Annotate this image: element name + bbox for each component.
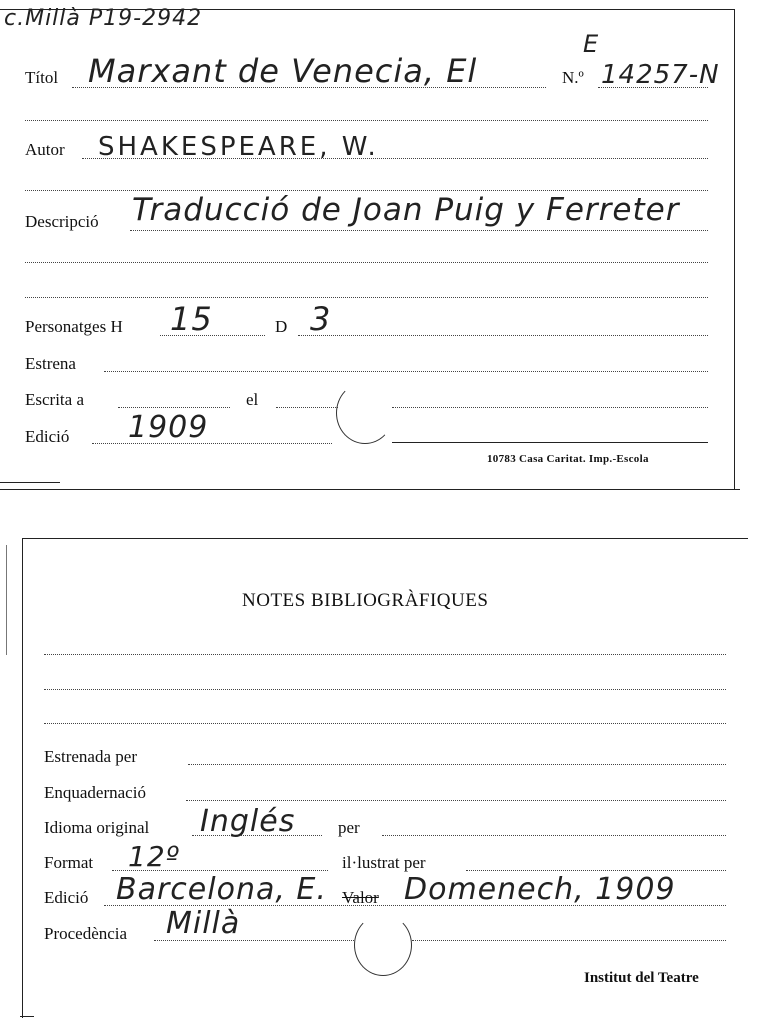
characters-d-dots [298,335,708,336]
by-dots [382,835,726,836]
card-bottom-foot-mark [20,1016,34,1017]
author-second-line [25,190,708,191]
description-value: Traducció de Joan Puig y Ferreter [132,192,680,228]
characters-d-label: D [275,317,288,336]
written-date-dots-a [276,407,338,408]
provenance-dots-b [412,940,726,941]
archive-note: c.Millà P19-2942 [4,6,203,31]
description-label: Descripció [25,212,99,231]
written-date-dots-b [392,407,708,408]
format-label: Format [44,853,94,872]
institution-name: Institut del Teatre [584,970,699,986]
binding-dots [186,800,726,801]
written-label: Escrita a [25,390,84,409]
characters-d-value: 3 [310,300,332,338]
notes-line-1 [44,654,726,655]
punch-hole-top [336,382,394,444]
author-label: Autor [25,140,65,159]
card-top-border-right [734,9,735,489]
provenance-label: Procedència [44,924,128,943]
binding-label: Enquadernació [44,783,146,802]
by-label: per [338,818,360,837]
title-label: Títol [25,68,59,87]
characters-h-value: 15 [170,300,213,338]
written-on-label: el [246,390,259,409]
original-language-value: Inglés [200,804,296,839]
punch-hole-bottom [354,914,412,976]
printer-note: 10783 Casa Caritat. Imp.-Escola [487,453,649,465]
provenance-value: Millà [166,906,241,941]
description-dots [130,230,708,231]
illustrated-dots [466,870,726,871]
card-bottom-edge-marks [6,545,7,655]
illustrated-label: il·lustrat per [342,853,426,872]
premiere-label: Estrena [25,354,76,373]
format-value: 12º [128,840,180,873]
premiere-dots [104,371,708,372]
card-bottom-border-left [22,538,23,1018]
edition-value: 1909 [128,410,209,445]
card-top-edge-dash [0,482,60,483]
notes-heading: NOTES BIBLIOGRÀFIQUES [242,590,489,611]
number-label: N.º [562,68,584,87]
number-superscript: E [583,30,600,58]
notes-line-2 [44,689,726,690]
edition-bottom-value-1: Barcelona, E. [116,872,327,907]
original-language-label: Idioma original [44,818,150,837]
written-place-dots [118,407,230,408]
number-dots [598,87,708,88]
edition-bottom-label: Edició [44,888,89,907]
card-bottom-border-top [22,538,748,539]
edition-label: Edició [25,427,70,446]
description-line-2 [25,262,708,263]
number-value: 14257-N [601,60,720,90]
edition-rule-right [392,442,708,443]
edition-struck-word: Valor [342,888,379,907]
edition-bottom-value-2: Domenech, 1909 [404,872,676,907]
premiered-by-label: Estrenada per [44,747,137,766]
characters-label: Personatges H [25,317,123,336]
title-value: Marxant de Venecia, El [88,52,478,90]
notes-line-3 [44,723,726,724]
description-line-3 [25,297,708,298]
author-value: SHAKESPEARE, W. [98,132,379,162]
premiered-by-dots [188,764,726,765]
card-top-border-bottom [0,489,740,490]
title-second-line [25,120,708,121]
